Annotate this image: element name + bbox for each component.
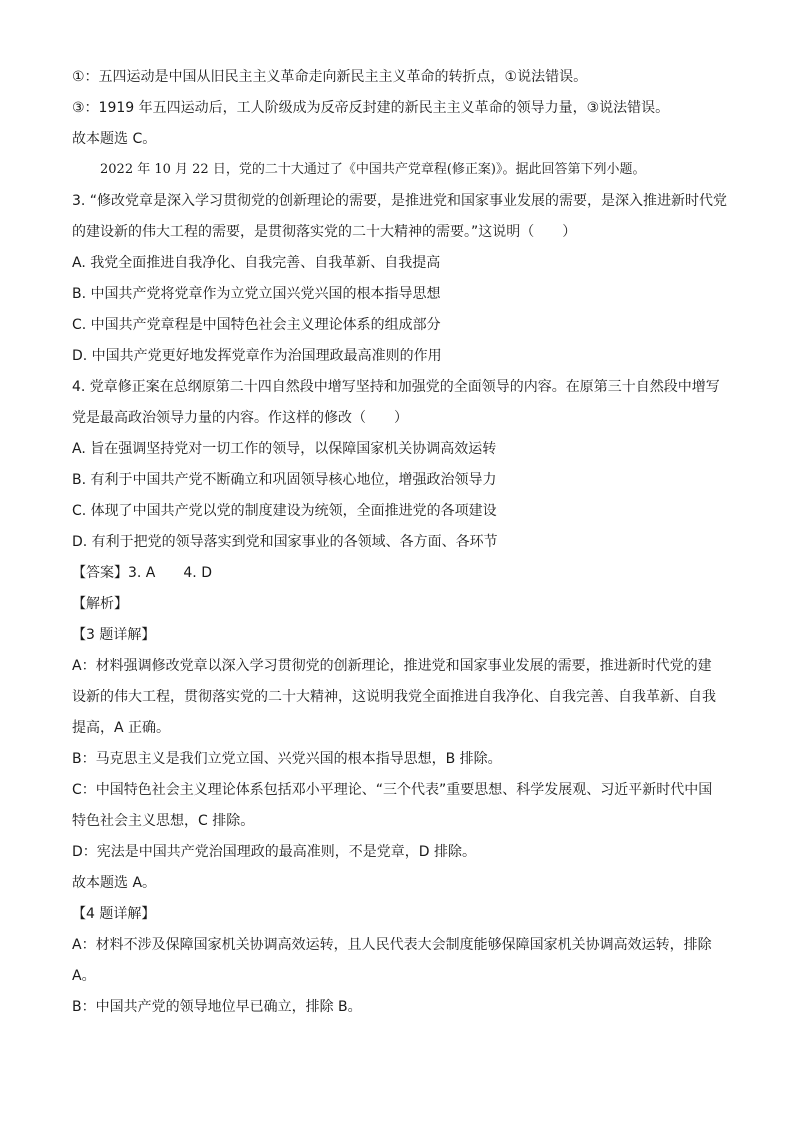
q3-detail-heading: 【3 题详解】 bbox=[72, 627, 156, 643]
question-3-option-c: C. 中国共产党章程是中国特色社会主义理论体系的组成部分 bbox=[72, 317, 441, 333]
answer-line: 【答案】3. A 4. D bbox=[72, 565, 212, 581]
question-3-stem-line-2: 的建设新的伟大工程的需要，是贯彻落实党的二十大精神的需要。”这说明（ ） bbox=[72, 224, 577, 240]
question-4-option-d: D. 有利于把党的领导落实到党和国家事业的各领域、各方面、各环节 bbox=[72, 534, 498, 550]
q3-detail-a-line-1: A：材料强调修改党章以深入学习贯彻党的创新理论，推进党和国家事业发展的需要，推进新时代党的建 bbox=[72, 658, 712, 674]
q3-detail-c-line-2: 特色社会主义思想，C 排除。 bbox=[72, 813, 255, 829]
question-3-option-b: B. 中国共产党将党章作为立党立国兴党兴国的根本指导思想 bbox=[72, 286, 441, 302]
question-4-stem-line-1: 4. 党章修正案在总纲原第二十四自然段中增写坚持和加强党的全面领导的内容。在原第三十自然段中增写 bbox=[72, 379, 720, 395]
conclusion-line: 故本题选 C。 bbox=[72, 131, 157, 147]
question-3-option-d: D. 中国共产党更好地发挥党章作为治国理政最高准则的作用 bbox=[72, 348, 442, 364]
q3-detail-d: D：宪法是中国共产党治国理政的最高准则，不是党章，D 排除。 bbox=[72, 844, 477, 860]
analysis-line-3: ③：1919 年五四运动后，工人阶级成为反帝反封建的新民主主义革命的领导力量，③说法错误。 bbox=[72, 100, 670, 116]
q3-conclusion: 故本题选 A。 bbox=[72, 875, 157, 891]
question-4-option-a: A. 旨在强调坚持党对一切工作的领导，以保障国家机关协调高效运转 bbox=[72, 441, 497, 457]
q4-detail-heading: 【4 题详解】 bbox=[72, 906, 156, 922]
q3-detail-a-line-2: 设新的伟大工程，贯彻落实党的二十大精神，这说明我党全面推进自我净化、自我完善、自我革新、自我 bbox=[72, 689, 716, 705]
q3-detail-c-line-1: C：中国特色社会主义理论体系包括邓小平理论、“三个代表”重要思想、科学发展观、习近平新时代中国 bbox=[72, 782, 713, 798]
q3-detail-b: B：马克思主义是我们立党立国、兴党兴国的根本指导思想，B 排除。 bbox=[72, 751, 502, 767]
q4-detail-a-line-1: A：材料不涉及保障国家机关协调高效运转，且人民代表大会制度能够保障国家机关协调高效运转，排除 bbox=[72, 937, 712, 953]
q4-detail-a-line-2: A。 bbox=[72, 968, 96, 984]
analysis-heading: 【解析】 bbox=[72, 596, 128, 612]
question-4-option-b: B. 有利于中国共产党不断确立和巩固领导核心地位，增强政治领导力 bbox=[72, 472, 497, 488]
analysis-line-1: ①：五四运动是中国从旧民主主义革命走向新民主主义革命的转折点，①说法错误。 bbox=[72, 69, 588, 85]
q3-detail-a-line-3: 提高，A 正确。 bbox=[72, 720, 171, 736]
q4-detail-b: B：中国共产党的领导地位早已确立，排除 B。 bbox=[72, 999, 362, 1015]
question-4-option-c: C. 体现了中国共产党以党的制度建设为统领，全面推进党的各项建设 bbox=[72, 503, 497, 519]
question-3-stem-line-1: 3. “修改党章是深入学习贯彻党的创新理论的需要，是推进党和国家事业发展的需要，是深入推进新时代党 bbox=[72, 193, 728, 209]
question-3-option-a: A. 我党全面推进自我净化、自我完善、自我革新、自我提高 bbox=[72, 255, 441, 271]
material-intro: 2022 年 10 月 22 日，党的二十大通过了《中国共产党章程(修正案)》。据此回答第下列小题。 bbox=[100, 162, 646, 177]
question-4-stem-line-2: 党是最高政治领导力量的内容。作这样的修改（ ） bbox=[72, 410, 408, 426]
